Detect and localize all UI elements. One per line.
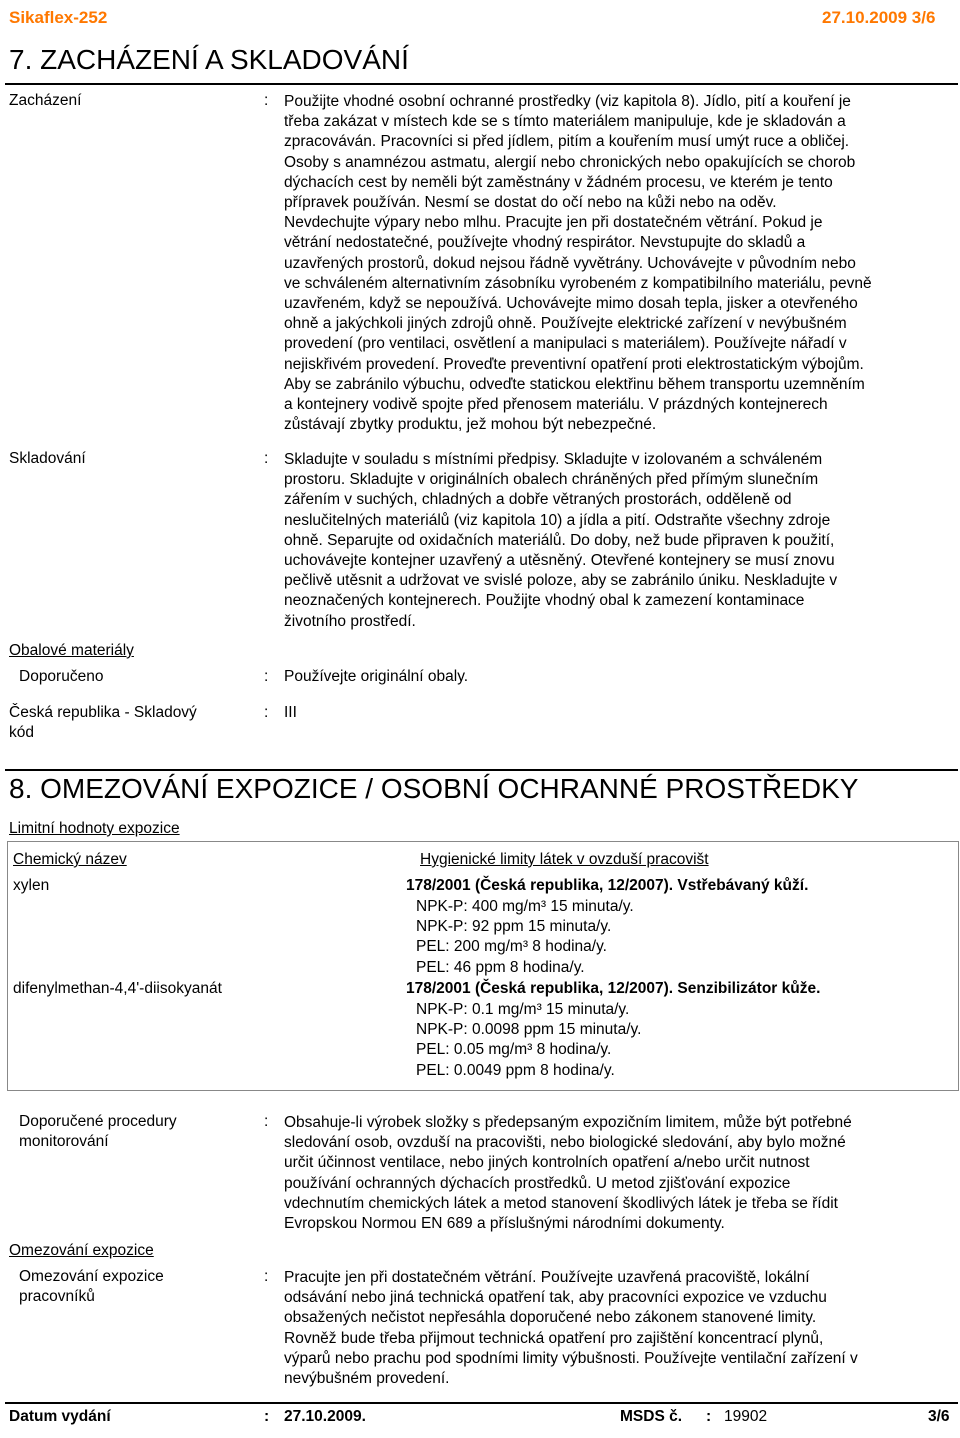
text-line: zářením v suchých, chladných a dobře větraných prostorách, odděleně od	[284, 491, 792, 509]
monitoring-label-2: monitorování	[19, 1133, 109, 1150]
text-line: dýchacích cest by neměli být zaměstnány v žádném procesu, ve kterém je tento	[284, 173, 833, 191]
text-line: odsávání nebo jiná technická opatření tak, aby pracovníci expozice ve vzduchu	[284, 1289, 827, 1307]
text-line: Nevdechujte výpary nebo mlhu. Pracujte jen při dostatečném větrání. Pokud je	[284, 214, 823, 232]
storage-code-colon: :	[264, 704, 269, 721]
limit-line: NPK-P: 92 ppm 15 minuta/y.	[416, 918, 612, 936]
text-line: sledování osob, ovzduší na pracovišti, nebo biologické sledování, aby bylo možné	[284, 1134, 846, 1152]
storage-code-label-1: Česká republika - Skladový	[9, 704, 197, 721]
limit-line: PEL: 0.0049 ppm 8 hodina/y.	[416, 1061, 615, 1079]
recommended-colon: :	[264, 668, 269, 685]
text-line: životního prostředí.	[284, 612, 416, 630]
storage-label: Skladování	[9, 450, 86, 467]
msds-colon: :	[706, 1408, 712, 1425]
monitoring-colon: :	[264, 1113, 269, 1130]
text-line: Skladujte v souladu s místními předpisy. Skladujte v izolovaném a schváleném	[284, 451, 823, 468]
limit-line: NPK-P: 0.1 mg/m³ 15 minuta/y.	[416, 1001, 630, 1018]
text-line: Osoby s anamnézou astmatu, alergií nebo chronických nebo opakujících se chorob	[284, 153, 856, 171]
text-line: vdechnutím chemických látek a metod stanovení škodlivých látek je třeba se řídit	[284, 1194, 838, 1212]
text-line: Pracujte jen při dostatečném větrání. Používejte uzavřená pracoviště, lokální	[284, 1269, 810, 1286]
monitoring-label-1: Doporučené procedury	[19, 1113, 177, 1130]
storage-code-value: III	[284, 704, 297, 721]
text-line: Aby se zabránilo výbuchu, odveďte statickou elektřinu během transportu uzemněním	[284, 375, 865, 393]
storage-text	[284, 450, 837, 632]
storage-code-label-2: kód	[9, 724, 34, 741]
text-line: nevýbušném provedení.	[284, 1370, 450, 1388]
worker-text	[284, 1268, 858, 1389]
col-limits-header: Hygienické limity látek v ovzduší pracovišt	[420, 851, 709, 868]
substance-name: difenylmethan-4,4'-diisokyanát	[13, 980, 222, 997]
text-line: uzavřeném, když se nepoužívá. Uchovávejte mimo dosah tepla, jisker a otevřeného	[284, 295, 858, 313]
text-line: Rovněž bude třeba přijmout technická opatření pro zajištění koncentrací plynů,	[284, 1329, 824, 1347]
section8-title: 8. OMEZOVÁNÍ EXPOZICE / OSOBNÍ OCHRANNÉ PROSTŘEDKY	[9, 773, 859, 804]
header-date-page: 27.10.2009 3/6	[822, 8, 936, 27]
recommended-label: Doporučeno	[19, 668, 104, 685]
limit-line: NPK-P: 0.0098 ppm 15 minuta/y.	[416, 1021, 642, 1039]
limit-line: NPK-P: 400 mg/m³ 15 minuta/y.	[416, 898, 634, 915]
worker-label-1: Omezování expozice	[19, 1268, 164, 1285]
section7-rule	[5, 83, 958, 85]
text-line: výparů nebo prachu pod spodními limity výbušnosti. Používejte ventilační zařízení v	[284, 1349, 858, 1367]
storage-colon: :	[264, 450, 269, 467]
msds-label: MSDS č.	[620, 1408, 683, 1425]
handling-colon: :	[264, 92, 269, 109]
page-number: 3/6	[928, 1408, 950, 1425]
substance-limits	[416, 897, 634, 978]
limit-line: PEL: 46 ppm 8 hodina/y.	[416, 958, 585, 976]
worker-label-2: pracovníků	[19, 1288, 95, 1305]
limit-line: PEL: 200 mg/m³ 8 hodina/y.	[416, 938, 607, 956]
text-line: zpracováván. Pracovníci si před jídlem, pitím a kouřením musí umýt ruce a obličej.	[284, 133, 850, 151]
text-line: nejiskřivém provedení. Proveďte preventivní opatření proti elektrostatickým výbojům.	[284, 355, 864, 373]
text-line: provedení (pro ventilaci, osvětlení a manipulaci s materiálem). Používejte nářadí v	[284, 335, 847, 353]
section7-title: 7. ZACHÁZENÍ A SKLADOVÁNÍ	[9, 44, 409, 75]
text-line: přípravek používán. Nesmí se dostat do očí nebo na kůži nebo na oděv.	[284, 194, 777, 212]
limit-line: PEL: 0.05 mg/m³ 8 hodina/y.	[416, 1041, 612, 1059]
issue-colon: :	[264, 1408, 270, 1425]
packaging-label: Obalové materiály	[9, 642, 134, 659]
col-chem-header: Chemický název	[13, 851, 127, 868]
text-line: Obsahuje-li výrobek složky s předepsaným expozičním limitem, může být potřebné	[284, 1114, 852, 1131]
text-line: Použijte vhodné osobní ochranné prostředky (viz kapitola 8). Jídlo, pití a kouření je	[284, 93, 851, 110]
text-line: prostoru. Skladujte v originálních obalech chráněných před přímým slunečním	[284, 471, 819, 489]
text-line: Evropskou Normou EN 689 a příslušnými národními dokumenty.	[284, 1215, 725, 1233]
text-line: větrání nedostatečné, používejte vhodný respirátor. Nevstupujte do skladů a	[284, 234, 806, 252]
substance-head: 178/2001 (Česká republika, 12/2007). Vstřebávaný kůží.	[406, 877, 809, 894]
text-line: třeba zakázat v místech kde se s tímto materiálem manipuluje, kde je skladován a	[284, 113, 846, 131]
substance-limits	[416, 1000, 641, 1081]
text-line: ohně. Separujte od oxidačních materiálů. Do doby, než bude připraven k použití,	[284, 531, 835, 549]
msds-value: 19902	[724, 1408, 768, 1425]
section8-rule	[5, 769, 958, 771]
text-line: uzavřených prostorů, dokud nejsou řádně vyvětrány. Uchovávejte v původním nebo	[284, 254, 856, 272]
issue-value: 27.10.2009.	[284, 1408, 366, 1425]
header-product: Sikaflex-252	[9, 8, 108, 27]
substance-name: xylen	[13, 877, 50, 894]
substance-head: 178/2001 (Česká republika, 12/2007). Senzibilizátor kůže.	[406, 980, 821, 997]
text-line: neoznačených kontejnerech. Použijte vhodný obal k zamezení kontaminace	[284, 592, 805, 610]
text-line: uchovávejte kontejner uzavřený a utěsněný. Otevřené kontejnery se musí znovu	[284, 552, 835, 570]
text-line: zůstávají zbytky produktu, jež mohou být nebezpečné.	[284, 416, 657, 434]
footer-rule	[5, 1402, 958, 1404]
exposure-control-label: Omezování expozice	[9, 1242, 154, 1259]
text-line: pečlivě utěsnit a udržovat ve svislé poloze, aby se zabránilo úniku. Neskladujte v	[284, 572, 838, 590]
text-line: neslučitelných materiálů (viz kapitola 10) a jídla a pití. Odstraňte všechny zdroje	[284, 511, 831, 529]
issue-label: Datum vydání	[9, 1408, 111, 1425]
recommended-value: Používejte originální obaly.	[284, 668, 469, 685]
handling-text	[284, 92, 872, 435]
text-line: určit účinnost ventilace, nebo jiných kontrolních opatření a/nebo určit nutnost	[284, 1154, 810, 1172]
handling-label: Zacházení	[9, 92, 82, 109]
text-line: ve schváleném alternativním zásobníku vyrobeném z kompatibilního materiálu, pevně	[284, 274, 872, 292]
text-line: a kontejnery vodivě spojte před přenosem materiálu. V prázdných kontejnerech	[284, 396, 828, 414]
monitoring-text	[284, 1113, 852, 1234]
limits-label: Limitní hodnoty expozice	[9, 820, 180, 837]
text-line: ohně a jakýchkoli jiných zdrojů ohně. Používejte elektrické zařízení v nevýbušném	[284, 315, 847, 333]
text-line: používání ochranných dýchacích prostředků. U metod zjišťování expozice	[284, 1174, 791, 1192]
text-line: obsažených nečistot nepřesáhla doporučené nebo zákonem stanovené limity.	[284, 1309, 817, 1327]
worker-colon: :	[264, 1268, 269, 1285]
